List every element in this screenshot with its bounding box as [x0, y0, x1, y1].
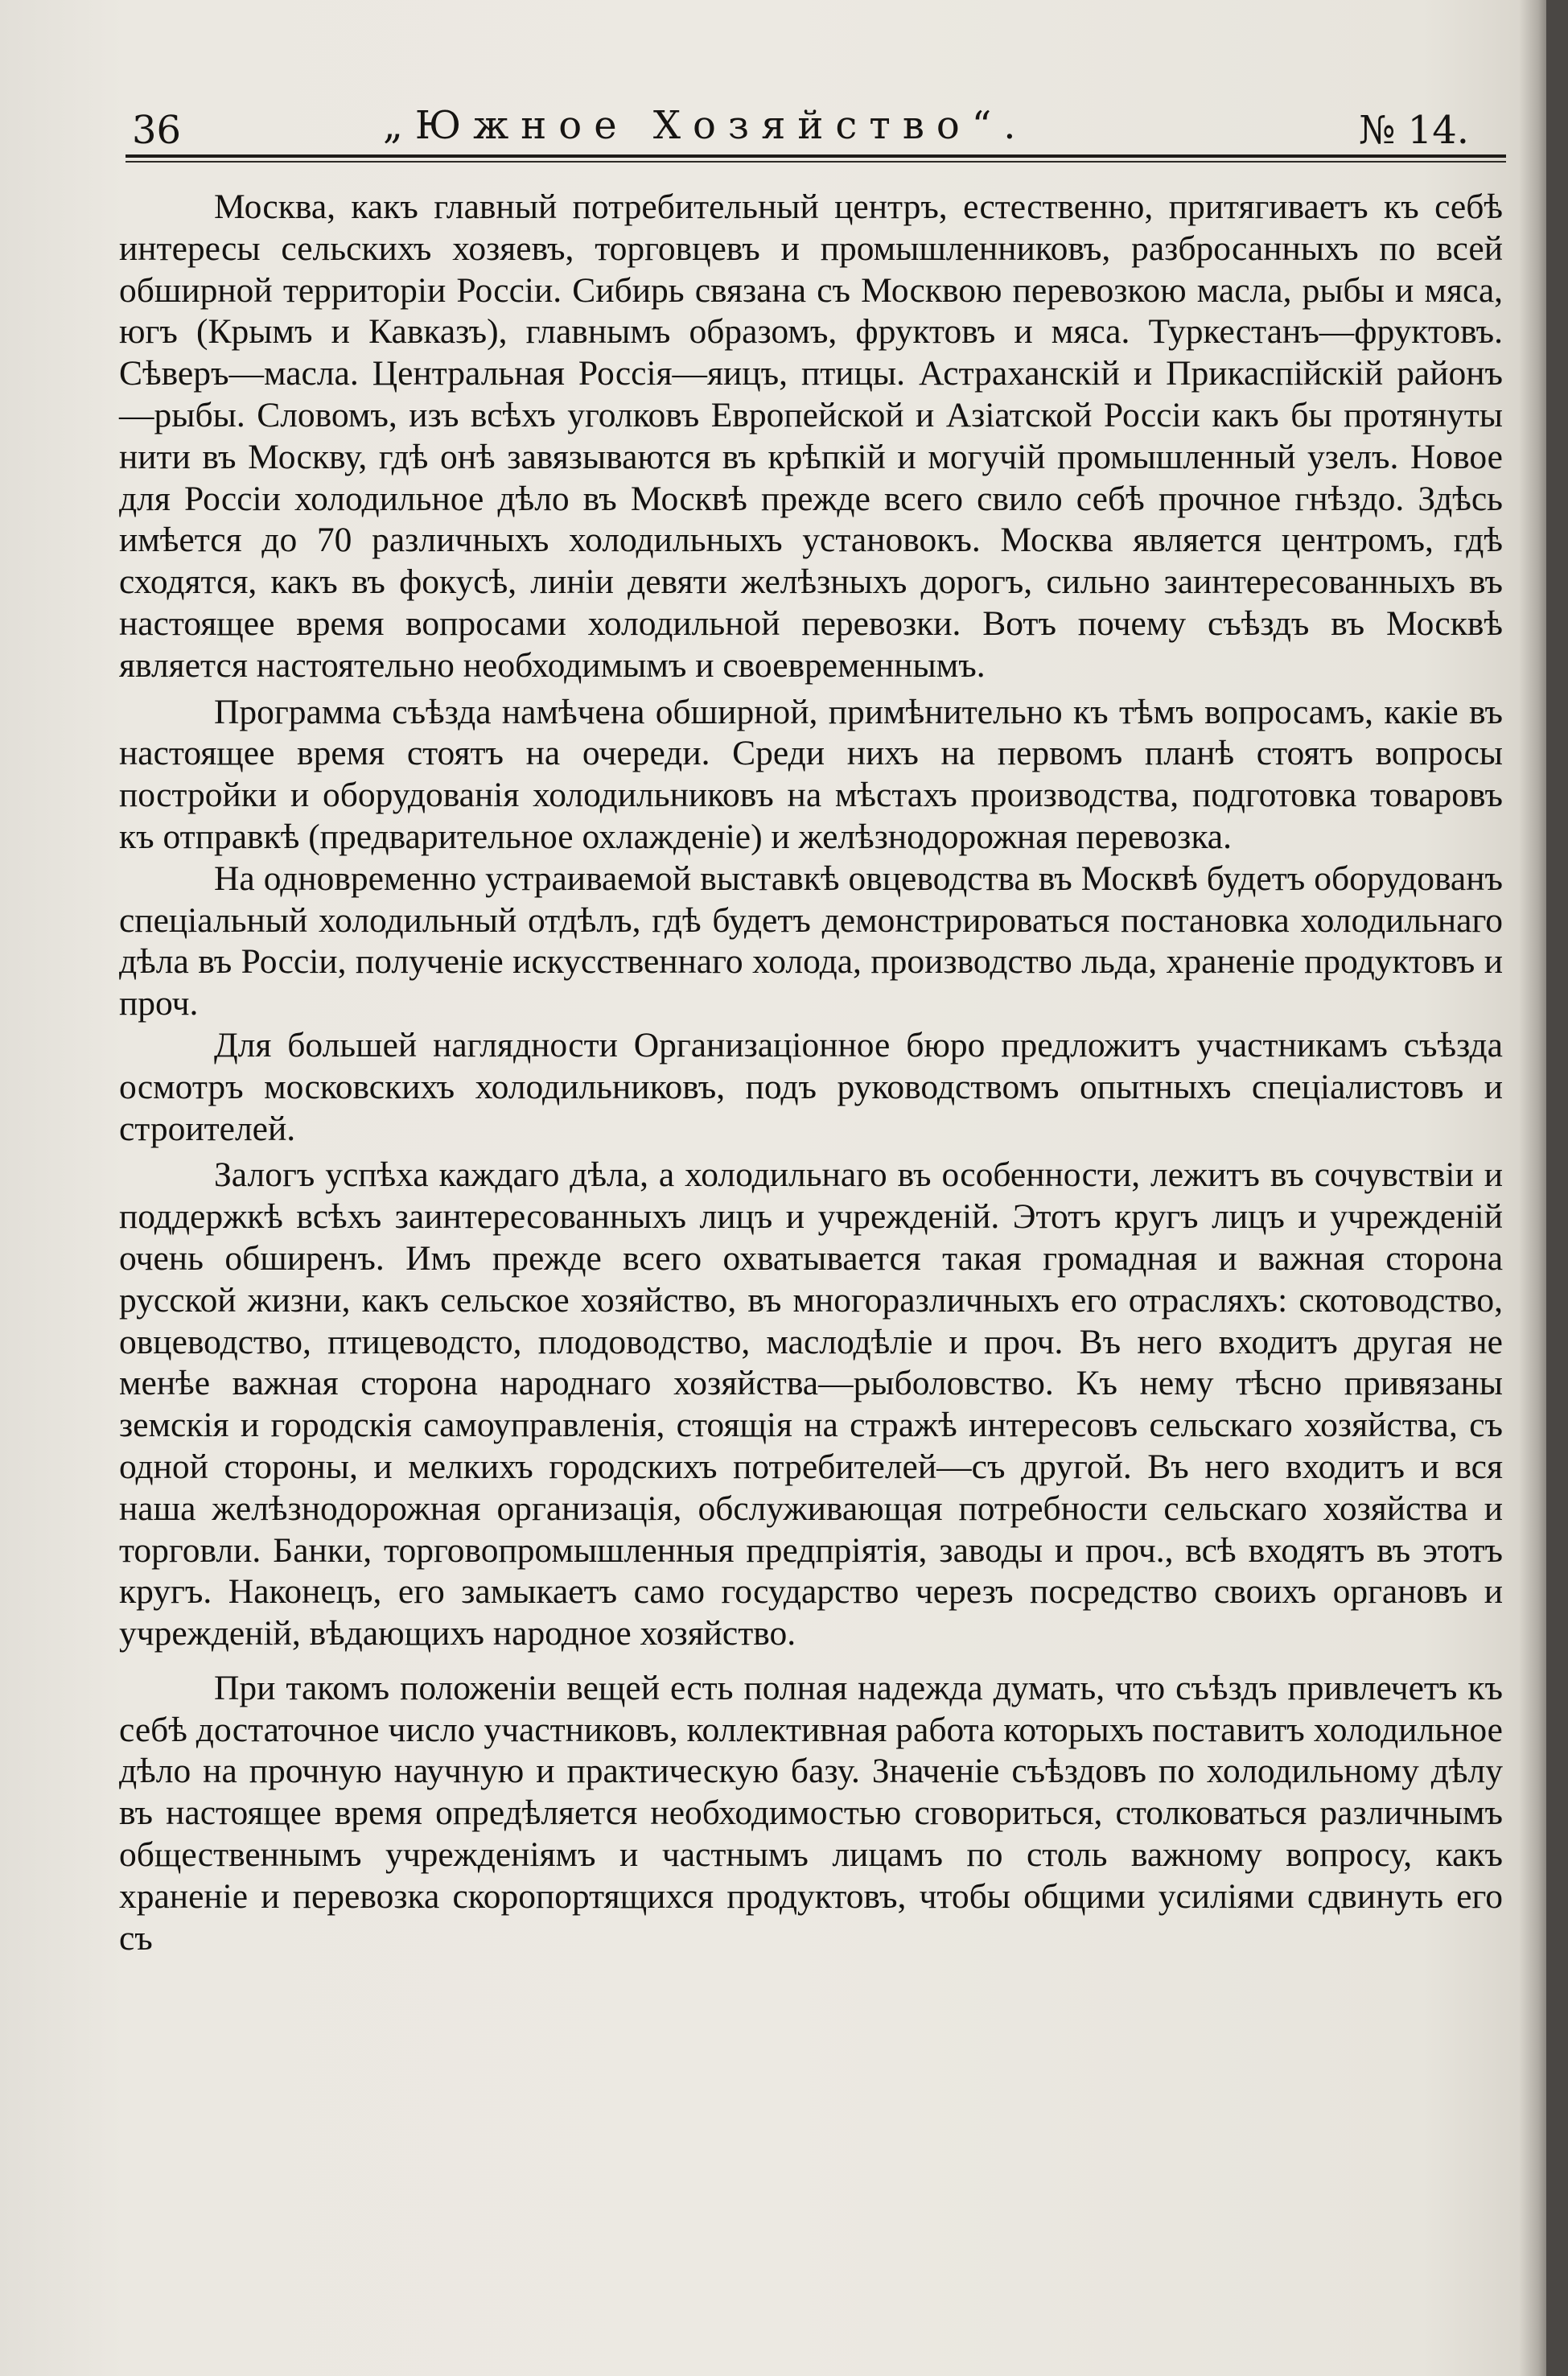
- paragraph-support: Залогъ успѣха каждаго дѣла, а холодильнаго въ особенности, лежитъ въ сочувствіи и поддержкѣ всѣхъ заинтересованныхъ лицъ и учрежденій. Этотъ кругъ лицъ и учрежденій очень обширенъ. Имъ прежде всего охватывается такая громадная и важная сторона русской жизни, какъ сельское хозяйство, въ многоразличныхъ его отрасляхъ: скотоводство, овцеводство, птицеводсто, плодоводство, маслодѣліе и проч. Въ него входитъ другая не менѣе важная сторона народнаго хозяйства—рыболовство. Къ нему тѣсно привязаны земскія и городскія самоуправленія, стоящія на стражѣ интересовъ сельскаго хозяйства, съ одной стороны, и мелкихъ городскихъ потребителей—съ другой. Въ него входитъ и вся наша желѣзнодорожная организація, обслуживающая потребности сельскаго хозяйства и торговли. Банки, торговопромышленныя предпріятія, заводы и проч., всѣ входятъ въ этотъ кругъ. Наконецъ, его замыкаетъ само государство черезъ посредство своихъ органовъ и учрежденій, вѣдающихъ народное хозяйство.: [119, 1155, 1503, 1653]
- page-number: 36: [132, 108, 182, 153]
- issue-number: № 14.: [1358, 108, 1469, 153]
- paragraph-excursion: Для большей наглядности Организаціонное бюро предложитъ участникамъ съѣзда осмотръ московскихъ холодильниковъ, подъ руководствомъ опытныхъ спеціалистовъ и строителей.: [119, 1025, 1503, 1148]
- header-rule-thin: [126, 161, 1506, 163]
- paragraph-congress-program: Программа съѣзда намѣчена обширной, примѣнительно къ тѣмъ вопросамъ, какіе въ настоящее время стоятъ на очереди. Среди нихъ на первомъ планѣ стоятъ вопросы постройки и оборудованія холодильниковъ на мѣстахъ производства, подготовка товаровъ къ отправкѣ (предварительное охлажденіе) и желѣзнодорожная перевозка.: [119, 692, 1503, 856]
- paragraph-conclusion: При такомъ положеніи вещей есть полная надежда думать, что съѣздъ привлечетъ къ себѣ достаточное число участниковъ, коллективная работа которыхъ поставитъ холодильное дѣло на прочную научную и практическую базу. Значеніе съѣздовъ по холодильному дѣлу въ настоящее время опредѣляется необходимостью сговориться, столковаться различнымъ общественнымъ учрежденіямъ и частнымъ лицамъ по столь важному вопросу, какъ храненіе и перевозка скоропортящихся продуктовъ, чтобы общими усиліями сдвинуть его съ: [119, 1668, 1503, 1958]
- paragraph-exhibition: На одновременно устраиваемой выставкѣ овцеводства въ Москвѣ будетъ оборудованъ спеціальный холодильный отдѣлъ, гдѣ будетъ демонстрироваться постановка холодильнаго дѣла въ Россіи, полученіе искусственнаго холода, производство льда, храненіе продуктовъ и проч.: [119, 859, 1503, 1023]
- header-rule-thick: [126, 154, 1506, 158]
- page-edge-shadow: [1519, 0, 1546, 2376]
- article-body: [119, 187, 1503, 1959]
- page-header: [129, 103, 1469, 153]
- journal-title: „Южное Хозяйство“.: [383, 103, 1028, 148]
- paragraph-moscow-center: Москва, какъ главный потребительный центръ, естественно, притягиваетъ къ себѣ интересы сельскихъ хозяевъ, торговцевъ и промышленниковъ, разбросанныхъ по всей обширной территоріи Россіи. Сибирь связана съ Москвою перевозкою масла, рыбы и мяса, югъ (Крымъ и Кавказъ), главнымъ образомъ, фруктовъ и мяса. Туркестанъ—фруктовъ. Сѣверъ—масла. Центральная Россія—яицъ, птицы. Астраханскій и Прикаспійскій районъ—рыбы. Словомъ, изъ всѣхъ уголковъ Европейской и Азіатской Россіи какъ бы протянуты нити въ Москву, гдѣ онѣ завязываются въ крѣпкій и могучій промышленный узелъ. Новое для Россіи холодильное дѣло въ Москвѣ прежде всего свило себѣ прочное гнѣздо. Здѣсь имѣется до 70 различныхъ холодильныхъ установокъ. Москва является центромъ, гдѣ сходятся, какъ въ фокусѣ, линіи девяти желѣзныхъ дорогъ, сильно заинтересованныхъ въ настоящее время вопросами холодильной перевозки. Вотъ почему съѣздъ въ Москвѣ является настоятельно необходимымъ и своевременнымъ.: [119, 187, 1503, 685]
